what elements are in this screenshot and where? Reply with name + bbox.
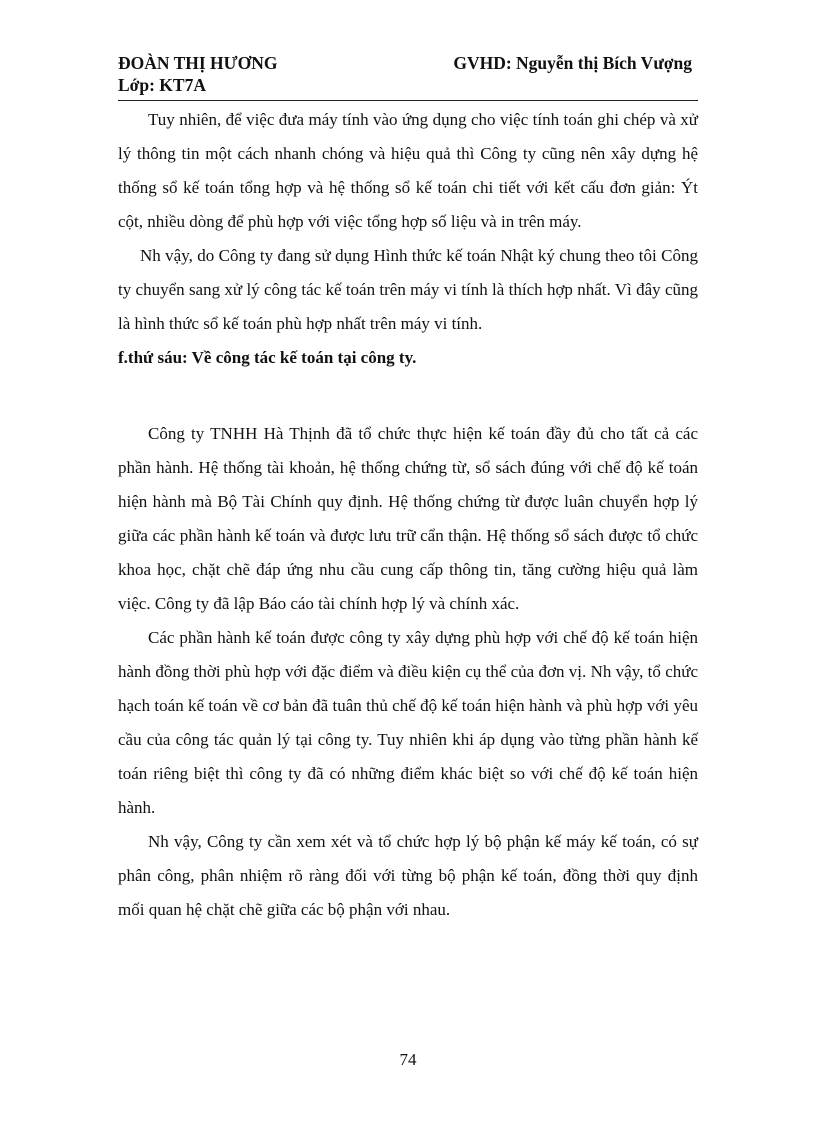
header-divider xyxy=(118,100,698,101)
paragraph-accounting-sections: Các phần hành kế toán được công ty xây dựng phù hợp với chế độ kế toán hiện hành đồng thời phù hợp với đặc điểm và điều kiện cụ thể của đơn vị. Nh vậy, tổ chức hạch toán kế toán về cơ bản đã tuân thủ chế độ kế toán hiện hành và phù hợp với yêu cầu của công tác quản lý tại công ty. Tuy nhiên khi áp dụng vào từng phần hành kế toán riêng biệt thì công ty đã có những điểm khác biệt so với chế độ kế toán hiện hành. xyxy=(118,628,698,817)
paragraph-recommendation: Nh vậy, Công ty cần xem xét và tổ chức hợp lý bộ phận kế máy kế toán, có sự phân công, phân nhiệm rõ ràng đối với từng bộ phận kế toán, đồng thời quy định mối quan hệ chặt chẽ giữa các bộ phận với nhau. xyxy=(118,832,698,919)
header-top-row xyxy=(118,52,698,74)
page-number: 74 xyxy=(399,1050,417,1069)
page-header xyxy=(118,52,698,96)
paragraph-company-accounting: Công ty TNHH Hà Thịnh đã tổ chức thực hiện kế toán đầy đủ cho tất cả các phần hành. Hệ thống tài khoản, hệ thống chứng từ, sổ sách đúng với chế độ kế toán hiện hành mà Bộ Tài Chính quy định. Hệ thống chứng từ được luân chuyển hợp lý giữa các phần hành kế toán và được lưu trữ cẩn thận. Hệ thống sổ sách được tổ chức khoa học, chặt chẽ đáp ứng nhu cầu cung cấp thông tin, tăng cường hiệu quả làm việc. Công ty đã lập Báo cáo tài chính hợp lý và chính xác. xyxy=(118,424,698,613)
document-body xyxy=(118,103,698,927)
class-label: Lớp: KT7A xyxy=(118,75,206,95)
paragraph-journal-form: Nh vậy, do Công ty đang sử dụng Hình thức kế toán Nhật ký chung theo tôi Công ty chuyển sang xử lý công tác kế toán trên máy vi tính là thích hợp nhất. Vì đây cũng là hình thức sổ kế toán phù hợp nhất trên máy vi tính. xyxy=(118,246,698,333)
supervisor-name: GVHD: Nguyễn thị Bích Vượng xyxy=(453,53,692,73)
paragraph-computerization: Tuy nhiên, để việc đưa máy tính vào ứng dụng cho việc tính toán ghi chép và xử lý thông tin một cách nhanh chóng và hiệu quả thì Công ty cũng nên xây dựng hệ thống sổ kế toán tổng hợp và hệ thống sổ kế toán chi tiết với kết cấu đơn giản: Ýt cột, nhiều dòng để phù hợp với việc tổng hợp số liệu và in trên máy. xyxy=(118,110,698,231)
section-heading: f.thứ sáu: Về công tác kế toán tại công ty. xyxy=(118,348,417,367)
section-spacer xyxy=(118,375,698,417)
author-name: ĐOÀN THỊ HƯƠNG xyxy=(118,53,278,73)
